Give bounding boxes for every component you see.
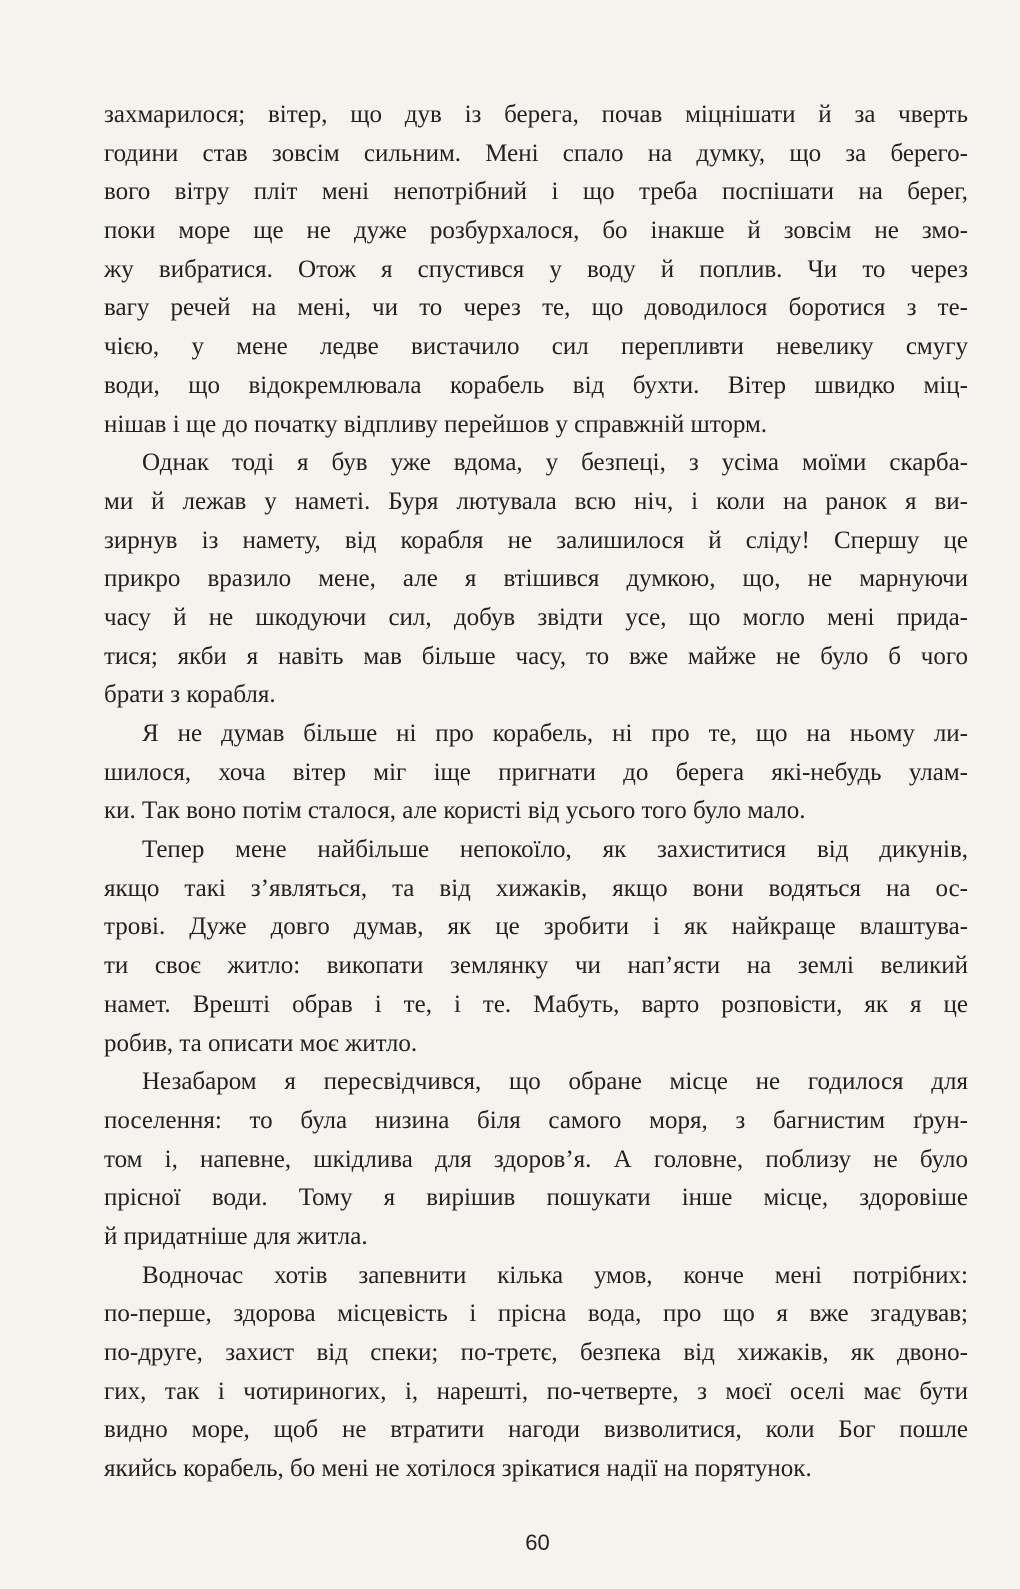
text-line: том і, напевне, шкідлива для здоров’я. А головне, поблизу не було: [104, 1145, 968, 1173]
text-line: жу вибратися. Отож я спустився у воду й поплив. Чи то через: [104, 255, 968, 283]
text-line: поки море ще не дуже розбурхалося, бо інакше й зовсім не змо-: [104, 217, 968, 245]
page-number: 60: [525, 1530, 550, 1555]
text-line: якийсь корабель, бо мені не хотілося зрікатися надії на порятунок.: [104, 1455, 812, 1483]
text-line: вого вітру пліт мені непотрібний і що треба поспішати на берег,: [104, 178, 968, 206]
page-body-text: [104, 96, 968, 1489]
paragraph: [104, 831, 968, 1063]
text-line: Однак тоді я був уже вдома, у безпеці, з усіма моїми скарба-: [142, 449, 968, 477]
text-line: Тепер мене найбільше непокоїло, як захиститися від дикунів,: [142, 836, 968, 864]
text-line: Незабаром я пересвідчився, що обране місце не годилося для: [142, 1068, 968, 1096]
text-line: трові. Дуже довго думав, як це зробити і як найкраще влаштува-: [104, 913, 968, 941]
paragraph: [104, 1063, 968, 1256]
text-line: видно море, щоб не втратити нагоди визволитися, коли Бог пошле: [104, 1416, 968, 1444]
text-line: шилося, хоча вітер міг іще пригнати до берега які-небудь улам-: [104, 758, 968, 786]
text-line: Я не думав більше ні про корабель, ні про те, що на ньому ли-: [142, 720, 968, 747]
text-line: прикро вразило мене, але я втішився думкою, що, не марнуючи: [104, 565, 968, 593]
text-line: ми й лежав у наметі. Буря лютувала всю ніч, і коли на ранок я ви-: [104, 487, 968, 515]
text-line: Водночас хотів запевнити кілька умов, конче мені потрібних:: [142, 1261, 968, 1289]
paragraph: [104, 1257, 968, 1489]
text-line: й придатніше для житла.: [104, 1222, 368, 1250]
text-line: прісної води. Тому я вирішив пошукати інше місце, здоровіше: [104, 1184, 968, 1212]
text-line: води, що відокремлювала корабель від бухти. Вітер швидко міц-: [104, 371, 968, 399]
text-line: чією, у мене ледве вистачило сил перепливти невелику смугу: [104, 333, 968, 361]
text-line: ти своє житло: викопати землянку чи нап’ясти на землі великий: [104, 952, 968, 980]
text-line: намет. Врешті обрав і те, і те. Мабуть, варто розповісти, як я це: [104, 990, 968, 1018]
text-line: якщо такі з’являться, та від хижаків, якщо вони водяться на ос-: [104, 874, 968, 902]
text-line: часу й не шкодуючи сил, добув звідти усе, що могло мені прида-: [104, 603, 968, 631]
text-line: зирнув із намету, від корабля не залишилося й сліду! Спершу це: [104, 526, 968, 554]
text-line: гих, так і чотириногих, і, нарешті, по-четверте, з моєї оселі має бути: [104, 1377, 968, 1405]
text-line: ки. Так воно потім сталося, але користі від усього того було мало.: [104, 797, 806, 825]
paragraph: [104, 444, 968, 715]
text-line: поселення: то була низина біля самого моря, з багнистим ґрун-: [104, 1106, 968, 1134]
paragraph: [104, 96, 968, 444]
text-line: по-друге, захист від спеки; по-третє, безпека від хижаків, як двоно-: [104, 1339, 968, 1366]
text-line: нішав і ще до початку відпливу перейшов у справжній шторм.: [104, 410, 768, 438]
text-line: захмарилося; вітер, що дув із берега, почав міцнішати й за чверть: [104, 101, 968, 128]
text-line: брати з корабля.: [104, 681, 276, 709]
paragraph: [104, 715, 968, 831]
text-line: робив, та описати моє житло.: [104, 1029, 418, 1057]
text-line: вагу речей на мені, чи то через те, що доводилося боротися з те-: [104, 294, 968, 322]
text-line: по-перше, здорова місцевість і прісна вода, про що я вже згадував;: [104, 1300, 968, 1328]
text-line: години став зовсім сильним. Мені спало на думку, що за берего-: [104, 139, 968, 167]
text-line: тися; якби я навіть мав більше часу, то вже майже не було б чого: [104, 642, 968, 670]
